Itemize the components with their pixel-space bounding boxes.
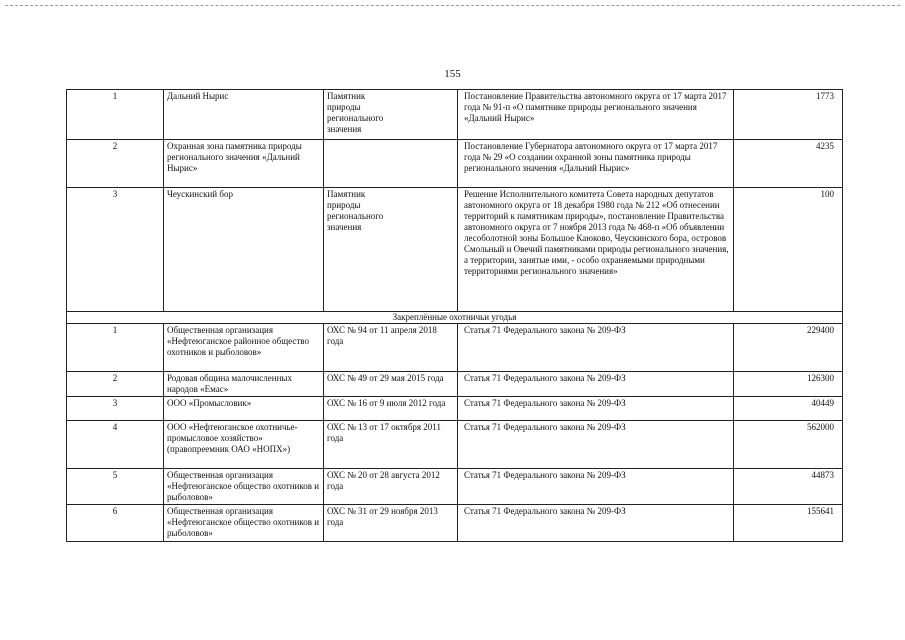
table-row	[67, 140, 843, 188]
organization-name: ООО «Нефтеюганское охотничье-промысловое хозяйство» (правопреемник ОАО «НОПХ»)	[164, 421, 324, 469]
agreement-reference: ОХС № 31 от 29 ноября 2013 года	[324, 505, 458, 542]
legal-document: Статья 71 Федерального закона № 209-ФЗ	[458, 469, 734, 505]
row-number: 3	[67, 188, 164, 312]
table-row	[67, 188, 843, 312]
object-category	[324, 140, 458, 188]
legal-document: Постановление Правительства автономного округа от 17 марта 2017 года № 91-п «О памятнике природы регионального значения «Дальний Нырис»	[458, 90, 734, 140]
legal-document: Статья 71 Федерального закона № 209-ФЗ	[458, 421, 734, 469]
agreement-reference: ОХС № 49 от 29 мая 2015 года	[324, 372, 458, 397]
agreement-reference: ОХС № 16 от 9 июля 2012 года	[324, 397, 458, 421]
protected-areas-table	[66, 89, 843, 542]
object-category: Памятник природы регионального значения	[324, 90, 458, 140]
area-value: 44873	[734, 469, 843, 505]
area-value: 1773	[734, 90, 843, 140]
area-value: 229400	[734, 324, 843, 372]
table-row	[67, 372, 843, 397]
object-name: Чеускинский бор	[164, 188, 324, 312]
table-row	[67, 469, 843, 505]
page-number: 155	[444, 68, 461, 80]
legal-document: Решение Исполнительного комитета Совета народных депутатов автономного округа от 18 декабря 1980 года № 212 «Об отнесении территорий к памятникам природы», постановление Правительства автономного округа от 7 ноября 2013 года № 468-п «Об объявлении лесоболотной зоны Большое Каюково, Чеускинского бора, островов Смольный и Овечий памятниками природы регионального значения, а территории, занятые ими, - особо охраняемыми природными территориями регионального значения»	[458, 188, 734, 312]
legal-document: Статья 71 Федерального закона № 209-ФЗ	[458, 372, 734, 397]
table-row	[67, 324, 843, 372]
organization-name: Общественная организация «Нефтеюганское общество охотников и рыболовов»	[164, 469, 324, 505]
legal-document: Статья 71 Федерального закона № 209-ФЗ	[458, 397, 734, 421]
legal-document: Статья 71 Федерального закона № 209-ФЗ	[458, 505, 734, 542]
row-number: 2	[67, 372, 164, 397]
area-value: 126300	[734, 372, 843, 397]
organization-name: ООО «Промысловик»	[164, 397, 324, 421]
section-heading-row	[67, 312, 843, 324]
object-category: Памятник природы регионального значения	[324, 188, 458, 312]
object-name: Охранная зона памятника природы регионального значения «Дальний Нырис»	[164, 140, 324, 188]
organization-name: Общественная организация «Нефтеюганское районное общество охотников и рыболовов»	[164, 324, 324, 372]
agreement-reference: ОХС № 13 от 17 октября 2011 года	[324, 421, 458, 469]
organization-name: Родовая община малочисленных народов «Емас»	[164, 372, 324, 397]
area-value: 562000	[734, 421, 843, 469]
row-number: 5	[67, 469, 164, 505]
table-row	[67, 397, 843, 421]
table-row	[67, 90, 843, 140]
section-title: Закреплённые охотничьи угодья	[67, 312, 843, 324]
row-number: 6	[67, 505, 164, 542]
area-value: 4235	[734, 140, 843, 188]
area-value: 155641	[734, 505, 843, 542]
legal-document: Статья 71 Федерального закона № 209-ФЗ	[458, 324, 734, 372]
legal-document: Постановление Губернатора автономного округа от 17 марта 2017 года № 29 «О создании охранной зоны памятника природы регионального значения «Дальний Нырис»	[458, 140, 734, 188]
row-number: 4	[67, 421, 164, 469]
table-row	[67, 505, 843, 542]
row-number: 3	[67, 397, 164, 421]
row-number: 1	[67, 324, 164, 372]
agreement-reference: ОХС № 94 от 11 апреля 2018 года	[324, 324, 458, 372]
organization-name: Общественная организация «Нефтеюганское общество охотников и рыболовов»	[164, 505, 324, 542]
object-name: Дальний Нырис	[164, 90, 324, 140]
area-value: 40449	[734, 397, 843, 421]
scan-top-edge	[5, 5, 900, 6]
row-number: 2	[67, 140, 164, 188]
area-value: 100	[734, 188, 843, 312]
table-row	[67, 421, 843, 469]
row-number: 1	[67, 90, 164, 140]
agreement-reference: ОХС № 20 от 28 августа 2012 года	[324, 469, 458, 505]
